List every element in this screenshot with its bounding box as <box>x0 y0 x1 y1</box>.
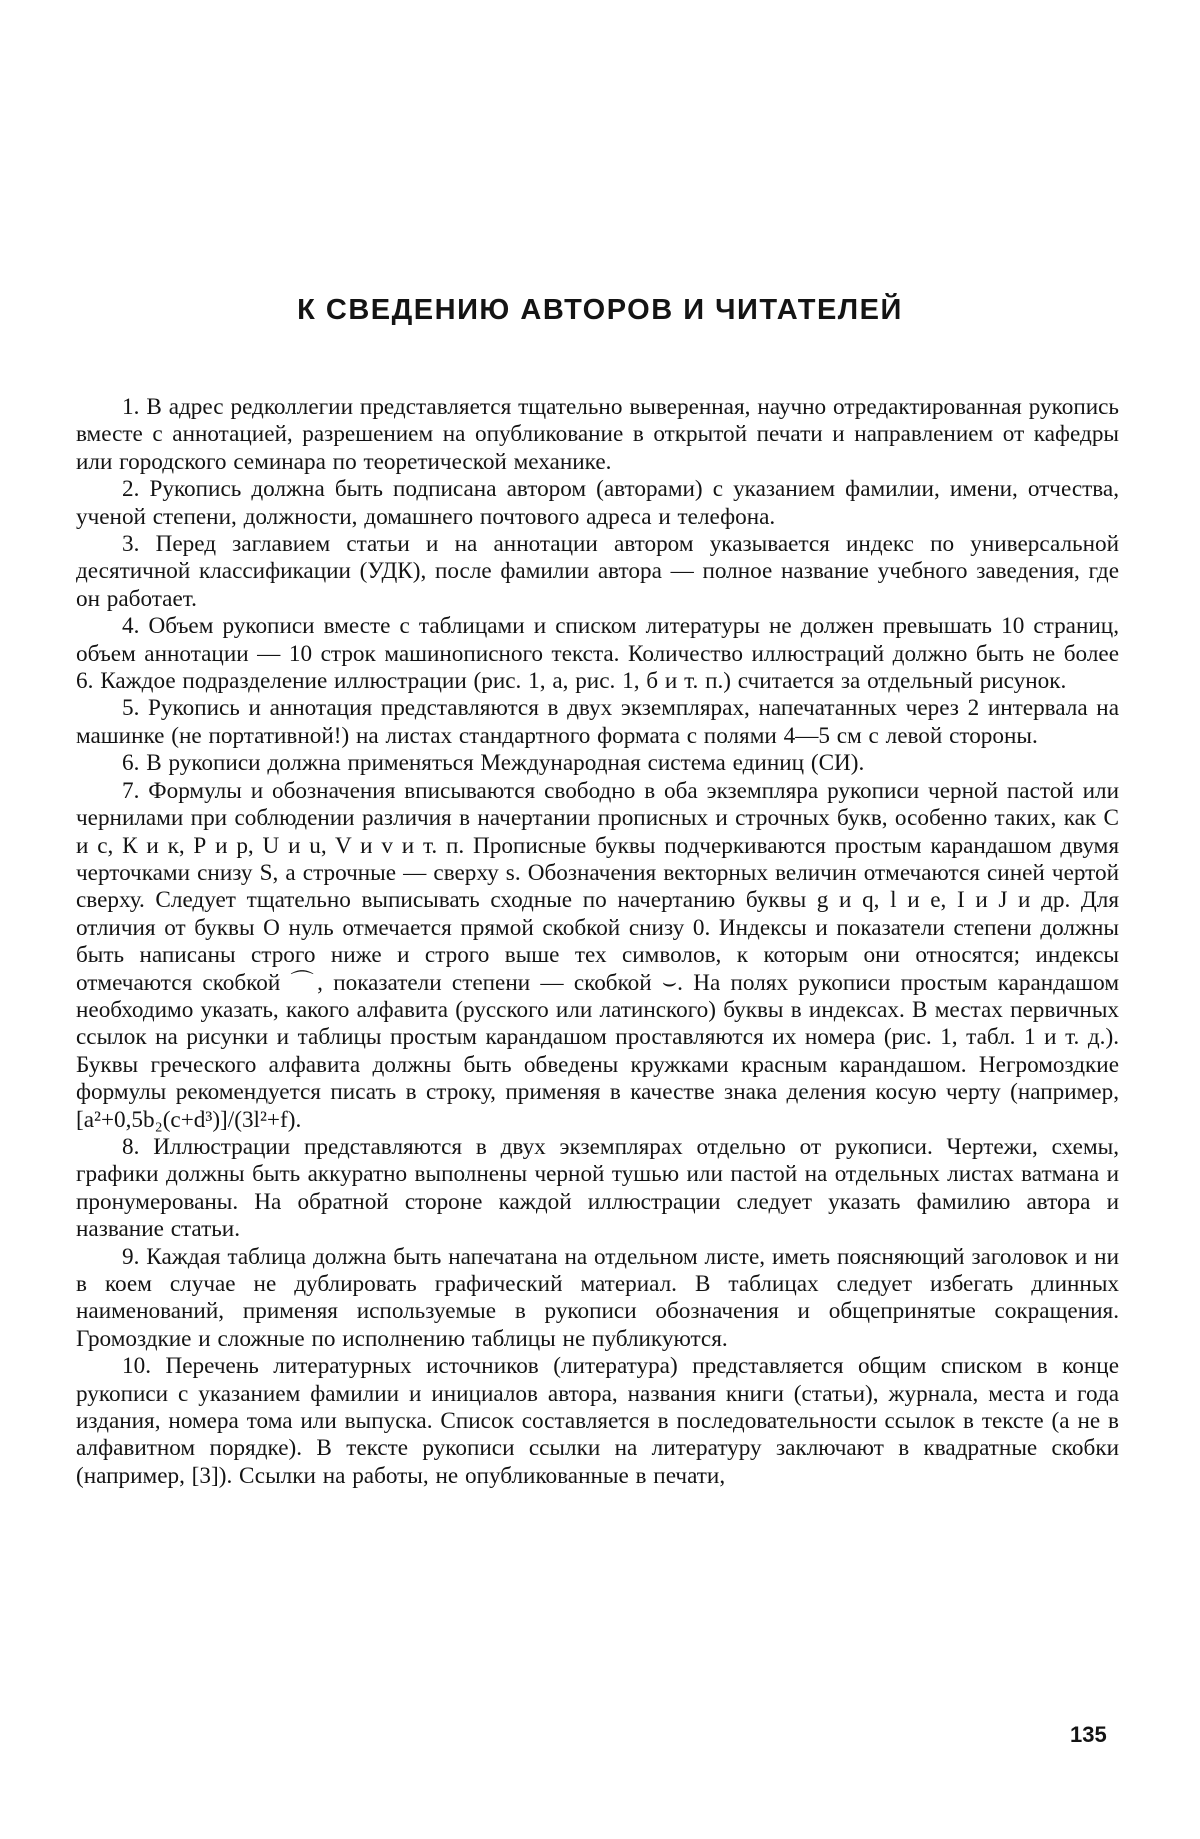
paragraph-9: 9. Каждая таблица должна быть напечатана на отдельном листе, иметь поясняющий заголовок и ни в коем случае не дублировать графический материал. В таблицах следует избегать длинных наименований, применяя используемые в рукописи обозначения и общепринятые сокращения. Громоздкие и сложные по исполнению таблицы не публикуются. <box>76 1243 1119 1352</box>
paragraph-5: 5. Рукопись и аннотация представляются в двух экземплярах, напечатанных через 2 интервала на машинке (не портативной!) на листах стандартного формата с полями 4—5 см с левой стороны. <box>76 695 1119 749</box>
paragraph-6: 6. В рукописи должна применяться Международная система единиц (СИ). <box>122 750 865 777</box>
paragraph-3: 3. Перед заглавием статьи и на аннотации автором указывается индекс по универсальной десятичной классификации (УДК), после фамилии автора — полное название учебного заведения, где он работает. <box>76 531 1119 612</box>
paragraph-4: 4. Объем рукописи вместе с таблицами и списком литературы не должен превышать 10 страниц, объем аннотации — 10 строк машинописного текста. Количество иллюстраций должно быть не более 6. Каждое подразделение иллюстрации (рис. 1, а, рис. 1, б и т. п.) считается за отдельный рисунок. <box>76 613 1119 695</box>
page-number: 135 <box>1070 1722 1107 1747</box>
page-title: К СВЕДЕНИЮ АВТОРОВ И ЧИТАТЕЛЕЙ <box>297 294 903 326</box>
paragraph-10: 10. Перечень литературных источников (литература) представляется общим списком в конце рукописи с указанием фамилии и инициалов автора, названия книги (статьи), журнала, места и года издания, номера тома или выпуска. Список составляется в последовательности ссылок в тексте (а не в алфавитном порядке). В тексте рукописи ссылки на литературу заключают в квадратные скобки (например, [3]). Ссылки на работы, не опубликованные в печати, <box>76 1353 1119 1489</box>
paragraph-2: 2. Рукопись должна быть подписана автором (авторами) с указанием фамилии, имени, отчества, ученой степени, должности, домашнего почтового адреса и телефона. <box>76 476 1119 530</box>
paragraph-1: 1. В адрес редколлегии представляется тщательно выверенная, научно отредактированная рукопись вместе с аннотацией, разрешением на опубликование в открытой печати и направлением от кафедры или городского семинара по теоретической механике. <box>76 394 1119 475</box>
paragraph-8: 8. Иллюстрации представляются в двух экземплярах отдельно от рукописи. Чертежи, схемы, графики должны быть аккуратно выполнены черной тушью или пастой на отдельных листах ватмана и пронумерованы. На обратной стороне каждой иллюстрации следует указать фамилию автора и название статьи. <box>76 1133 1119 1243</box>
paragraph-7: 7. Формулы и обозначения вписываются свободно в оба экземпляра рукописи черной пастой или чернилами при соблюдении различия в начертании прописных и строчных букв, особенно таких, как С и с, К и к, Р и р, U и u, V и v и т. п. Прописные буквы подчеркиваются простым карандашом двумя черточками снизу S, а строчные — сверху s. Обозначения векторных величин отмечаются синей чертой сверху. Следует тщательно выписывать сходные по начертанию буквы g и q, l и e, I и J и др. Для отличия от буквы О нуль отмечается прямой скобкой снизу 0. Индексы и показатели степени должны быть написаны строго ниже и строго выше тех символов, к которым они относятся; индексы отмечаются скобкой ⌒, показатели степени — скобкой ⌣. На полях рукописи простым карандашом необходимо указать, какого алфавита (русского или латинского) буквы в индексах. В местах первичных ссылок на рисунки и таблицы простым карандашом проставляются их номера (рис. 1, табл. 1 и т. д.). Буквы греческого алфавита должны быть обведены кружками красным карандашом. Негромоздкие формулы рекомендуется писать в строку, применяя в качестве знака деления косую черту (например, [a²+0,5b₂(c+d³)]/(3l²+f). <box>76 777 1119 1133</box>
body-text <box>76 394 1119 1490</box>
